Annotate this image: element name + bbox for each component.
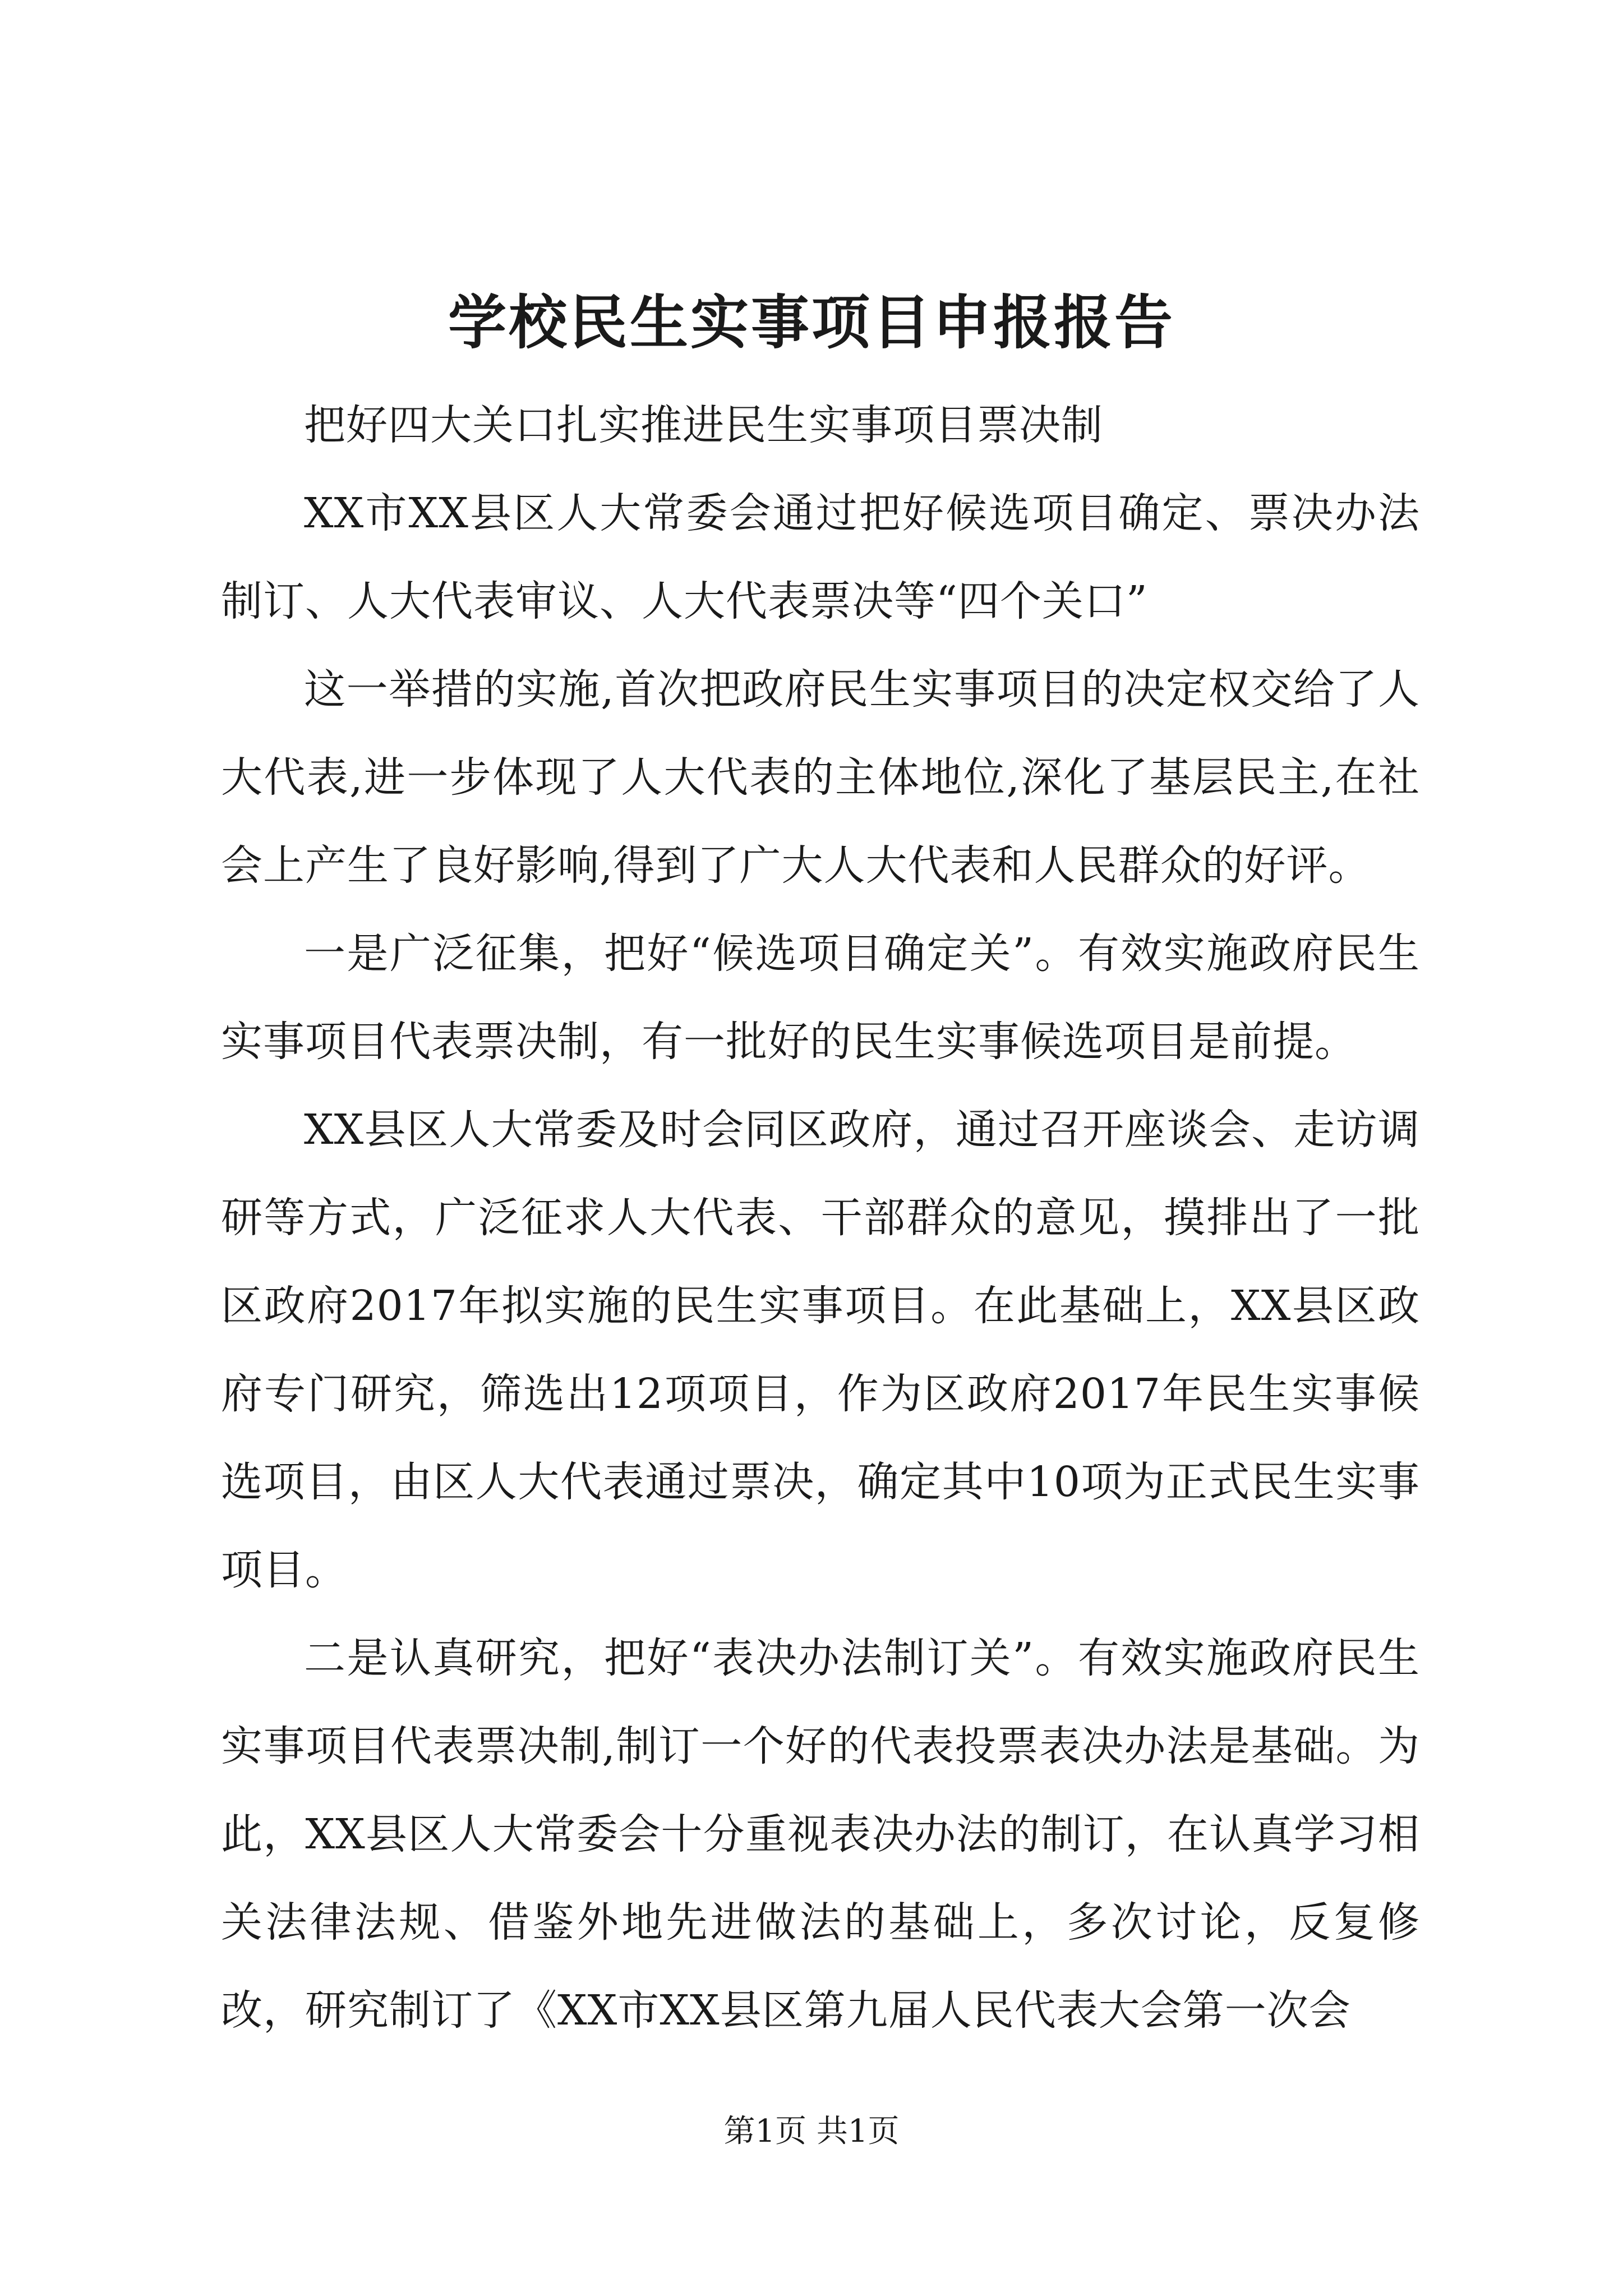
paragraph: XX县区人大常委及时会同区政府，通过召开座谈会、走访调研等方式，广泛征求人大代表、干部群众的意见，摸排出了一批区政府2017年拟实施的民生实事项目。在此基础上，XX县区政府专门研究，筛选出12项项目，作为区政府2017年民生实事候选项目，由区人大代表通过票决，确定其中10项为正式民生实事项目。 <box>221 1106 1420 1594</box>
paragraph: 二是认真研究，把好“表决办法制订关”。有效实施政府民生实事项目代表票决制,制订一个好的代表投票表决办法是基础。为此，XX县区人大常委会十分重视表决办法的制订，在认真学习相关法律法规、借鉴外地先进做法的基础上，多次讨论，反复修改，研究制订了《XX市XX县区第九届人民代表大会第一次会 <box>221 1634 1420 2035</box>
paragraph: 一是广泛征集，把好“候选项目确定关”。有效实施政府民生实事项目代表票决制，有一批好的民生实事候选项目是前提。 <box>221 930 1420 1066</box>
document-title: 学校民生实事项目申报报告 <box>448 288 1175 357</box>
document-body <box>221 381 1420 2055</box>
page-footer: 第1页 共1页 <box>723 2113 900 2150</box>
paragraph: XX市XX县区人大常委会通过把好候选项目确定、票决办法制订、人大代表审议、人大代表票决等“四个关口” <box>221 489 1420 625</box>
paragraph: 把好四大关口扎实推进民生实事项目票决制 <box>304 401 1103 449</box>
paragraph: 这一举措的实施,首次把政府民生实事项目的决定权交给了人大代表,进一步体现了人大代表的主体地位,深化了基层民主,在社会上产生了良好影响,得到了广大人大代表和人民群众的好评。 <box>221 665 1420 890</box>
